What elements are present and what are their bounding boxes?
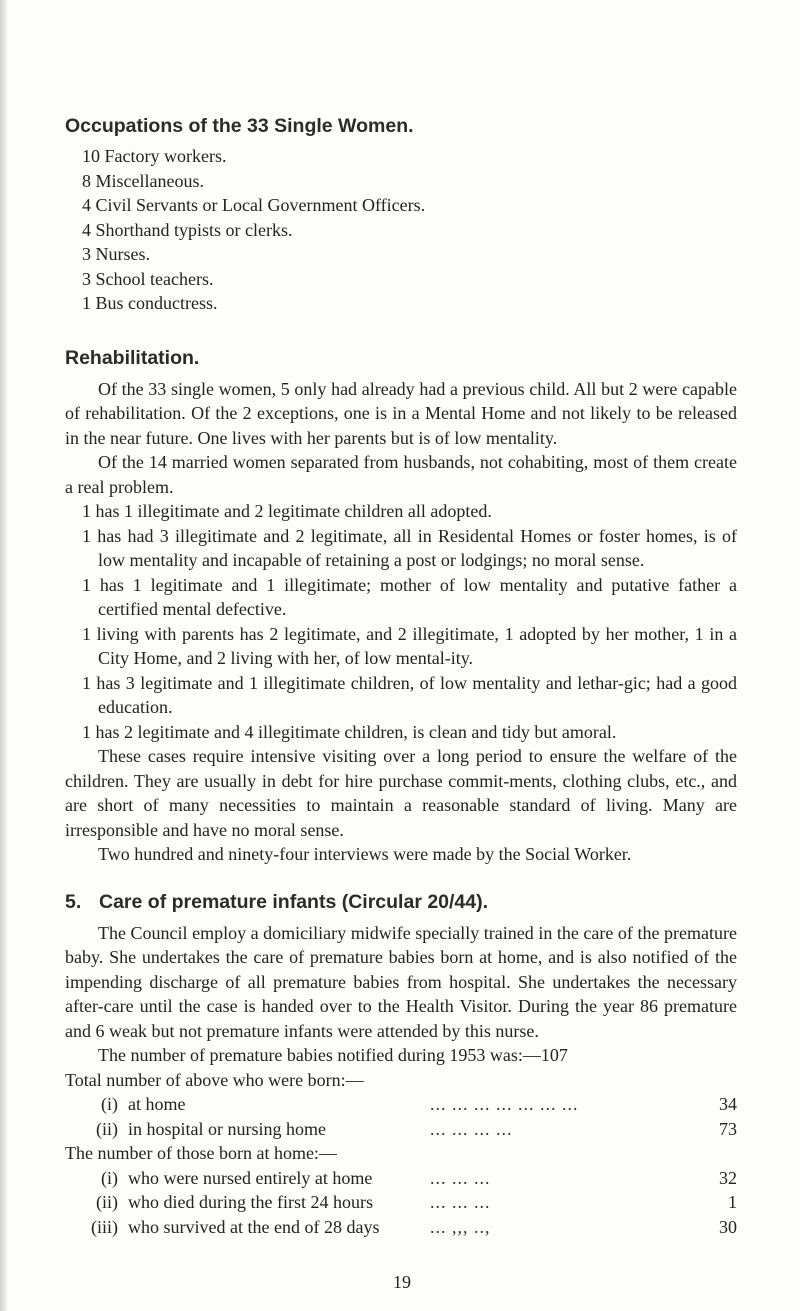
occupation-item: 4 Shorthand typists or clerks. bbox=[82, 219, 293, 240]
stat-row bbox=[65, 1117, 737, 1142]
leader-dots: ... ... ... ... ... ... ... bbox=[430, 1094, 579, 1114]
stat-row bbox=[65, 1215, 737, 1240]
stat-row-value: 34 bbox=[719, 1094, 737, 1114]
section-5-paragraph: The Council employ a domiciliary midwife specially trained in the care of the premature baby. She undertakes the care of premature babies born at home, and is also notified of the impending discharge of all premature babies from hospital. She undertakes the necessary after-care until the case is handed over to the Health Visitor. During the year 86 premature and 6 weak but not premature infants were attended by this nurse. bbox=[65, 922, 737, 1041]
occupations-list bbox=[65, 144, 737, 316]
rehabilitation-heading: Rehabilitation. bbox=[65, 346, 200, 369]
stat-row-value: 73 bbox=[719, 1118, 737, 1139]
page-number: 19 bbox=[393, 1272, 411, 1292]
leader-dots: ... ... ... bbox=[430, 1192, 491, 1212]
occupations-heading: Occupations of the 33 Single Women. bbox=[65, 115, 414, 137]
leader-dots: ... ,,, .., bbox=[430, 1216, 491, 1237]
stat-row-number: (i) bbox=[101, 1094, 118, 1114]
case-item: 1 living with parents has 2 legitimate, and 2 illegitimate, 1 adopted by her mother, 1 in a City Home, and 2 living with her, of low mental-ity. bbox=[82, 623, 737, 668]
case-item: 1 has 1 legitimate and 1 illegitimate; mother of low mentality and putative father a certified mental defective. bbox=[82, 574, 737, 619]
section-5 bbox=[65, 888, 737, 1240]
rehabilitation-paragraph-2: Of the 14 married women separated from husbands, not cohabiting, most of them create a real problem. bbox=[65, 452, 737, 497]
stat-row-number: (ii) bbox=[96, 1192, 118, 1212]
rehabilitation-paragraph-1: Of the 33 single women, 5 only had already had a previous child. All but 2 were capable of rehabilitation. Of the 2 exceptions, one is in a Mental Home and not likely to be released in the near future. One lives with her parents but is of low mentality. bbox=[65, 378, 737, 448]
home-intro: The number of those born at home:— bbox=[65, 1143, 337, 1163]
rehabilitation-paragraph-4: Two hundred and ninety-four interviews were made by the Social Worker. bbox=[98, 844, 632, 864]
case-item: 1 has 1 illegitimate and 2 legitimate children all adopted. bbox=[82, 501, 492, 521]
occupation-item: 1 Bus conductress. bbox=[82, 293, 218, 313]
section-title: Care of premature infants (Circular 20/44). bbox=[99, 890, 489, 913]
stat-row bbox=[65, 1166, 737, 1191]
case-item: 1 has 3 legitimate and 1 illegitimate children, of low mentality and lethar-gic; had a good education. bbox=[82, 672, 737, 717]
stat-row-value: 30 bbox=[719, 1216, 737, 1237]
stat-row-label: in hospital or nursing home bbox=[128, 1118, 326, 1139]
stat-row-label: who died during the first 24 hours bbox=[128, 1192, 373, 1212]
stat-row-label: who survived at the end of 28 days bbox=[128, 1216, 380, 1237]
page-content bbox=[65, 112, 737, 1239]
occupation-item: 10 Factory workers. bbox=[82, 146, 227, 166]
stat-row-label: who were nursed entirely at home bbox=[128, 1167, 373, 1188]
section-number: 5. bbox=[65, 890, 82, 913]
occupation-item: 8 Miscellaneous. bbox=[82, 170, 204, 191]
stat-row-number: (ii) bbox=[96, 1118, 118, 1139]
notified-count-line: The number of premature babies notified during 1953 was:—107 bbox=[98, 1045, 568, 1065]
stat-row-number: (i) bbox=[101, 1167, 118, 1188]
stat-row-label: at home bbox=[128, 1094, 186, 1114]
section-5-heading bbox=[65, 888, 737, 916]
rehabilitation-paragraph-3: These cases require intensive visiting over a long period to ensure the welfare of the children. They are usually in debt for hire purchase commit-ments, clothing clubs, etc., and are short of many necessities to maintain a reasonable standard of living. Many are irresponsible and have no moral sense. bbox=[65, 746, 737, 840]
stat-row-value: 32 bbox=[719, 1167, 737, 1188]
stat-row bbox=[65, 1190, 737, 1215]
occupation-item: 3 School teachers. bbox=[82, 268, 214, 289]
stat-row-number: (iii) bbox=[91, 1216, 118, 1237]
born-intro: Total number of above who were born:— bbox=[65, 1069, 364, 1090]
case-item: 1 has 2 legitimate and 4 illegitimate children, is clean and tidy but amoral. bbox=[82, 721, 617, 742]
leader-dots: ... ... ... ... bbox=[430, 1118, 513, 1139]
occupation-item: 4 Civil Servants or Local Government Officers. bbox=[82, 195, 426, 215]
leader-dots: ... ... ... bbox=[430, 1167, 491, 1188]
case-item: 1 has had 3 illegitimate and 2 legitimate, all in Residental Homes or foster homes, is of low mentality and incapable of retaining a post or lodgings; no moral sense. bbox=[82, 525, 737, 570]
stat-row bbox=[65, 1092, 737, 1117]
page-edge-shadow bbox=[0, 0, 7, 1311]
occupation-item: 3 Nurses. bbox=[82, 244, 150, 264]
stat-row-value: 1 bbox=[728, 1192, 737, 1212]
